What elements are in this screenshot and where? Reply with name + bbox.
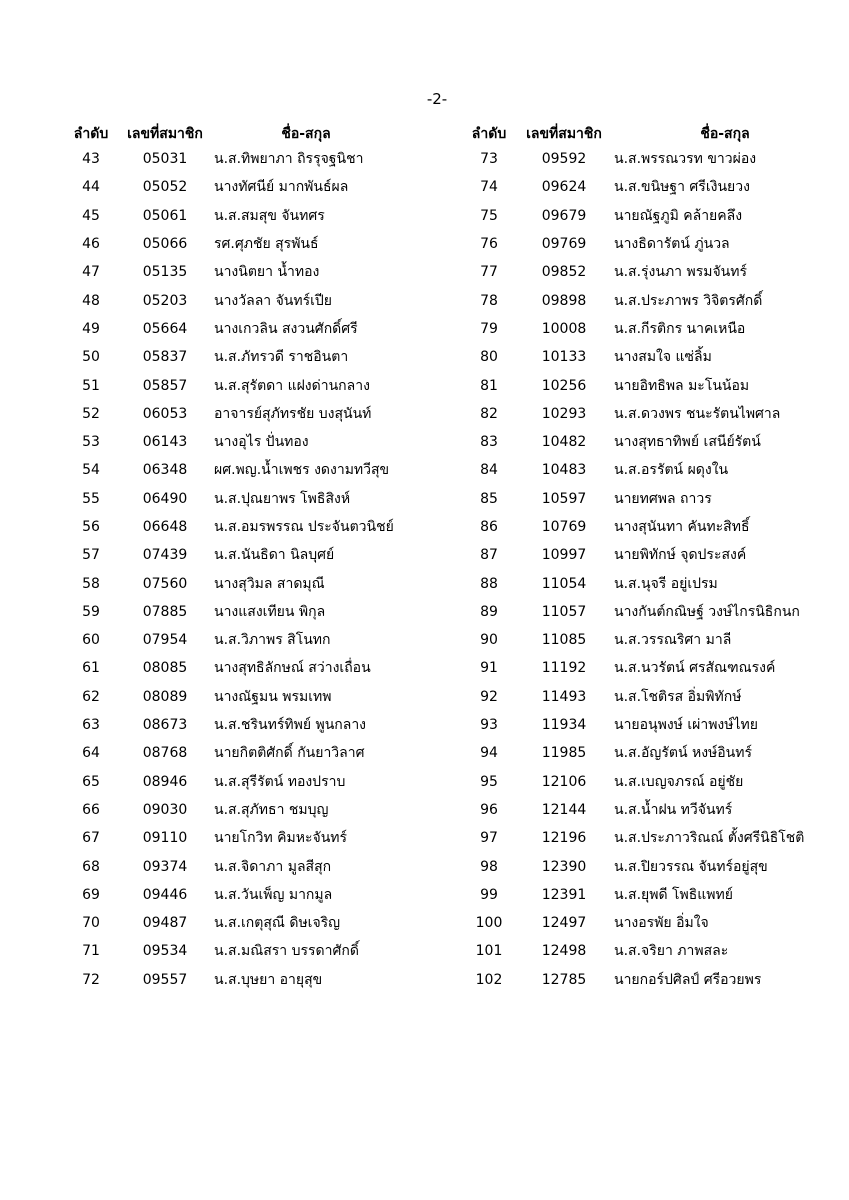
header-name: ชื่อ-สกุล — [700, 126, 750, 142]
table-row — [62, 428, 402, 456]
table-row — [62, 768, 402, 796]
row-order: 66 — [82, 801, 100, 818]
row-order: 43 — [82, 151, 100, 168]
row-member-no: 12497 — [541, 915, 587, 932]
row-member-no: 10769 — [541, 519, 587, 535]
row-name: น.ส.นวรัตน์ ศรสัณฑณรงค์ — [614, 660, 776, 677]
row-member-no: 12498 — [541, 943, 587, 960]
row-member-no: 09592 — [541, 151, 587, 168]
row-name: น.ส.บุษยา อายุสุข — [214, 971, 323, 988]
row-name: นายพิทักษ์ จุดประสงค์ — [614, 547, 747, 564]
row-order: 80 — [480, 349, 498, 366]
table-row — [460, 315, 840, 343]
table-row — [460, 541, 840, 569]
row-member-no: 11057 — [541, 603, 587, 620]
table-row — [460, 173, 840, 201]
table-row — [62, 286, 402, 314]
table-row — [62, 711, 402, 739]
row-name: น.ส.ขนิษฐา ศรีเงินยวง — [614, 179, 750, 196]
row-order: 100 — [475, 915, 503, 932]
row-member-no: 06490 — [142, 490, 188, 507]
table-row — [62, 598, 402, 626]
table-row — [460, 230, 840, 258]
table-row — [460, 852, 840, 880]
row-name: น.ส.อรรัตน์ ผดุงใน — [614, 462, 729, 479]
row-order: 47 — [82, 264, 100, 281]
table-row — [460, 286, 840, 314]
row-name: น.ส.อัญรัตน์ หงษ์อินทร์ — [614, 745, 753, 762]
row-order: 57 — [82, 547, 100, 564]
table-row — [460, 456, 840, 484]
table-row — [460, 485, 840, 513]
table-row — [62, 202, 402, 230]
row-order: 64 — [82, 745, 100, 762]
row-order: 87 — [480, 547, 498, 564]
row-name: นางสุทธาทิพย์ เสนีย์รัตน์ — [614, 434, 761, 451]
table-row — [62, 937, 402, 965]
table-row — [460, 909, 840, 937]
row-order: 97 — [480, 830, 498, 847]
row-name: น.ส.จิดาภา มูลสีสุก — [214, 858, 332, 875]
member-table-left — [62, 123, 402, 994]
row-order: 77 — [480, 264, 498, 281]
row-member-no: 10483 — [541, 462, 587, 479]
row-order: 69 — [82, 886, 100, 903]
row-member-no: 08946 — [142, 773, 188, 790]
row-member-no: 12106 — [541, 773, 587, 790]
row-order: 70 — [82, 915, 100, 932]
row-name: นางวัลลา จันทร์เปีย — [214, 292, 332, 309]
row-name: นายอิทธิพล มะโนน้อม — [614, 377, 750, 394]
table-row — [460, 796, 840, 824]
row-name: น.ส.นันธิดา นิลบุศย์ — [214, 547, 335, 564]
row-order: 48 — [82, 292, 100, 309]
row-order: 65 — [82, 773, 100, 790]
row-member-no: 09110 — [142, 830, 188, 847]
row-member-no: 11054 — [541, 575, 587, 592]
row-order: 61 — [82, 660, 100, 677]
row-name: น.ส.ยุพดี โพธิแพทย์ — [614, 886, 733, 903]
table-row — [62, 541, 402, 569]
row-name: น.ส.พรรณวรท ขาวผ่อง — [614, 151, 757, 168]
table-row — [62, 966, 402, 994]
row-name: น.ส.ปิยวรรณ จันทร์อยู่สุข — [614, 858, 768, 875]
row-member-no: 08085 — [142, 660, 188, 677]
row-order: 76 — [480, 236, 498, 253]
row-name: นายโกวิท คิมหะจันทร์ — [214, 830, 348, 847]
row-member-no: 12196 — [541, 830, 587, 847]
row-member-no: 11934 — [541, 717, 587, 734]
row-name: น.ส.โชติรส อิ่มพิทักษ์ — [614, 688, 742, 705]
row-member-no: 09446 — [142, 886, 188, 903]
table-row — [62, 485, 402, 513]
row-member-no: 09487 — [142, 915, 188, 932]
table-row — [460, 739, 840, 767]
table-row — [62, 909, 402, 937]
table-row — [62, 881, 402, 909]
row-order: 92 — [480, 688, 498, 705]
table-row — [62, 258, 402, 286]
row-name: นายอนุพงษ์ เผ่าพงษ์ไทย — [614, 717, 758, 734]
table-row — [460, 258, 840, 286]
row-member-no: 05052 — [142, 179, 188, 196]
row-member-no: 05135 — [142, 264, 188, 281]
row-name: น.ส.ปุณยาพร โพธิสิงห์ — [214, 490, 351, 507]
page-number: -2- — [426, 90, 448, 108]
row-order: 53 — [82, 434, 100, 451]
row-member-no: 06348 — [142, 462, 188, 479]
row-order: 89 — [480, 603, 498, 620]
row-member-no: 11985 — [541, 745, 587, 762]
table-row — [460, 202, 840, 230]
row-member-no: 08089 — [142, 688, 188, 705]
row-order: 55 — [82, 490, 100, 507]
row-name: น.ส.ดวงพร ชนะรัตนไพศาล — [614, 405, 781, 422]
table-row — [62, 230, 402, 258]
row-name: นายทศพล ถาวร — [614, 490, 712, 507]
row-member-no: 09852 — [541, 264, 587, 281]
table-row — [460, 966, 840, 994]
row-member-no: 09898 — [541, 292, 587, 309]
row-member-no: 07954 — [142, 632, 188, 649]
header-row — [460, 123, 840, 145]
row-order: 74 — [480, 179, 498, 196]
row-order: 73 — [480, 151, 498, 168]
table-row — [460, 513, 840, 541]
row-order: 78 — [480, 292, 498, 309]
header-member-no: เลขที่สมาชิก — [526, 126, 602, 142]
row-name: น.ส.นุจรี อยู่เปรม — [614, 575, 718, 592]
header-order: ลำดับ — [73, 126, 109, 142]
table-row — [460, 881, 840, 909]
header-name: ชื่อ-สกุล — [281, 126, 331, 142]
row-name: น.ส.กีรติกร นาคเหนือ — [614, 320, 746, 337]
row-name: นางกันต์กณิษฐ์ วงษ์ไกรนิธิกนก — [614, 603, 800, 620]
row-member-no: 11085 — [541, 632, 587, 649]
row-member-no: 06053 — [142, 405, 188, 422]
table-row — [62, 513, 402, 541]
row-order: 99 — [480, 886, 498, 903]
row-order: 72 — [82, 971, 100, 988]
row-name: น.ส.ประภาวริณณ์ ตั้งศรีนิธิโชติ — [614, 830, 805, 847]
table-row — [62, 626, 402, 654]
row-name: น.ส.มณิสรา บรรดาศักดิ์ — [214, 943, 359, 960]
row-order: 68 — [82, 858, 100, 875]
row-name: นายกิตติศักดิ์ กันยาวิลาศ — [214, 745, 365, 762]
row-name: นางสุวิมล สาดมุณี — [214, 575, 325, 592]
row-name: ผศ.พญ.น้ำเพชร งดงามทวีสุข — [214, 462, 390, 479]
row-order: 90 — [480, 632, 498, 649]
row-order: 54 — [82, 462, 100, 479]
table-row — [62, 456, 402, 484]
row-order: 51 — [82, 377, 100, 394]
row-name: น.ส.สุรัตดา แฝงด่านกลาง — [214, 377, 370, 394]
table-row — [460, 937, 840, 965]
row-order: 88 — [480, 575, 498, 592]
row-order: 67 — [82, 830, 100, 847]
row-order: 101 — [475, 943, 503, 960]
row-name: นางเกวลิน สงวนศักดิ์ศรี — [214, 320, 358, 337]
row-member-no: 07885 — [142, 603, 188, 620]
row-member-no: 12785 — [541, 971, 587, 988]
table-row — [62, 683, 402, 711]
row-name: น.ส.สมสุข จันทศร — [214, 207, 325, 224]
header-order: ลำดับ — [471, 126, 507, 142]
row-member-no: 11493 — [541, 688, 587, 705]
row-name: นางนิตยา น้ำทอง — [214, 264, 320, 281]
row-member-no: 09030 — [142, 801, 188, 818]
row-name: น.ส.วรรณริศา มาลี — [614, 632, 732, 649]
row-member-no: 10997 — [541, 547, 587, 564]
row-order: 56 — [82, 519, 100, 535]
row-member-no: 09374 — [142, 858, 188, 875]
row-order: 52 — [82, 405, 100, 422]
row-member-no: 09769 — [541, 236, 587, 253]
row-member-no: 10293 — [541, 405, 587, 422]
row-name: นางทัศนีย์ มากพันธ์ผล — [214, 179, 349, 196]
table-row — [62, 145, 402, 173]
row-member-no: 06143 — [142, 434, 188, 451]
row-order: 75 — [480, 207, 498, 224]
row-member-no: 05066 — [142, 236, 188, 253]
row-name: น.ส.วันเพ็ญ มากมูล — [214, 886, 333, 903]
table-row — [62, 654, 402, 682]
table-row — [460, 145, 840, 173]
table-row — [460, 626, 840, 654]
table-row — [62, 824, 402, 852]
row-name: น.ส.อมรพรรณ ประจันตวนิชย์ — [214, 519, 394, 535]
row-name: น.ส.เบญจภรณ์ อยู่ชัย — [614, 773, 744, 790]
row-name: นางสมใจ แซ่ลิ้ม — [614, 349, 712, 366]
row-order: 93 — [480, 717, 498, 734]
table-row — [460, 768, 840, 796]
table-row — [460, 371, 840, 399]
row-name: น.ส.จริยา ภาพสละ — [614, 943, 729, 960]
row-member-no: 09624 — [541, 179, 587, 196]
row-member-no: 12390 — [541, 858, 587, 875]
row-order: 96 — [480, 801, 498, 818]
row-member-no: 10597 — [541, 490, 587, 507]
row-name: นายกอร์ปศิลป์ ศรีอวยพร — [614, 971, 762, 988]
row-member-no: 06648 — [142, 519, 188, 535]
row-name: น.ส.น้ำฝน ทวีจันทร์ — [614, 801, 733, 818]
row-order: 71 — [82, 943, 100, 960]
table-row — [62, 400, 402, 428]
row-member-no: 09679 — [541, 207, 587, 224]
row-member-no: 11192 — [541, 660, 587, 677]
row-name: น.ส.สุรีรัตน์ ทองปราบ — [214, 773, 346, 790]
table-row — [460, 400, 840, 428]
row-order: 62 — [82, 688, 100, 705]
row-order: 81 — [480, 377, 498, 394]
row-member-no: 05837 — [142, 349, 188, 366]
row-name: น.ส.รุ่งนภา พรมจันทร์ — [614, 264, 747, 281]
table-row — [460, 654, 840, 682]
row-member-no: 05031 — [142, 151, 188, 168]
row-name: น.ส.เกตุสุณี ดิษเจริญ — [214, 915, 341, 932]
row-member-no: 07560 — [142, 575, 188, 592]
table-row — [460, 683, 840, 711]
row-member-no: 08673 — [142, 717, 188, 734]
row-member-no: 09557 — [142, 971, 188, 988]
row-order: 46 — [82, 236, 100, 253]
table-row — [460, 598, 840, 626]
row-order: 60 — [82, 632, 100, 649]
row-name: นางอรพัย อิ่มใจ — [614, 915, 709, 932]
row-name: นายณัฐภูมิ คล้ายคลึง — [614, 207, 743, 224]
row-name: นางแสงเทียน พิกุล — [214, 603, 326, 620]
row-order: 58 — [82, 575, 100, 592]
row-order: 79 — [480, 320, 498, 337]
row-order: 83 — [480, 434, 498, 451]
row-name: น.ส.ชรินทร์ทิพย์ พูนกลาง — [214, 717, 367, 734]
row-order: 59 — [82, 603, 100, 620]
row-name: นางธิดารัตน์ ภู่นวล — [614, 236, 730, 253]
row-order: 82 — [480, 405, 498, 422]
header-row — [62, 123, 402, 145]
row-member-no: 12144 — [541, 801, 587, 818]
row-name: น.ส.ทิพยาภา ถิรรุจฐนิชา — [214, 151, 364, 168]
table-row — [62, 173, 402, 201]
table-row — [460, 824, 840, 852]
table-row — [62, 315, 402, 343]
row-member-no: 05203 — [142, 292, 188, 309]
table-row — [460, 428, 840, 456]
row-order: 44 — [82, 179, 100, 196]
row-name: น.ส.สุภัทธา ชมบุญ — [214, 801, 329, 818]
table-row — [62, 852, 402, 880]
row-order: 95 — [480, 773, 498, 790]
row-order: 102 — [475, 971, 503, 988]
row-name: อาจารย์สุภัทรชัย บงสุนันท์ — [214, 405, 372, 422]
table-row — [62, 796, 402, 824]
row-member-no: 09534 — [142, 943, 188, 960]
row-order: 50 — [82, 349, 100, 366]
table-row — [460, 343, 840, 371]
row-order: 49 — [82, 320, 100, 337]
row-member-no: 10008 — [541, 320, 587, 337]
row-member-no: 10133 — [541, 349, 587, 366]
table-row — [62, 343, 402, 371]
row-member-no: 07439 — [142, 547, 188, 564]
table-row — [62, 569, 402, 597]
row-order: 84 — [480, 462, 498, 479]
table-row — [460, 711, 840, 739]
row-member-no: 10482 — [541, 434, 587, 451]
row-member-no: 10256 — [541, 377, 587, 394]
table-row — [460, 569, 840, 597]
row-member-no: 08768 — [142, 745, 188, 762]
header-member-no: เลขที่สมาชิก — [127, 126, 203, 142]
member-table-right — [460, 123, 840, 994]
row-name: รศ.ศุภชัย สุรพันธ์ — [214, 236, 319, 253]
row-order: 63 — [82, 717, 100, 734]
row-member-no: 05061 — [142, 207, 188, 224]
row-name: นางณัฐมน พรมเทพ — [214, 688, 332, 705]
row-name: นางสุนันทา คันทะสิทธิ์ — [614, 519, 750, 535]
row-order: 86 — [480, 519, 498, 535]
row-order: 91 — [480, 660, 498, 677]
table-row — [62, 371, 402, 399]
row-name: นางสุทธิลักษณ์ สว่างเถื่อน — [214, 660, 371, 677]
row-name: น.ส.วิภาพร สิโนทก — [214, 632, 331, 649]
row-order: 94 — [480, 745, 498, 762]
row-order: 45 — [82, 207, 100, 224]
row-member-no: 12391 — [541, 886, 587, 903]
row-member-no: 05857 — [142, 377, 188, 394]
row-name: น.ส.ภัทรวดี ราชอินตา — [214, 349, 349, 366]
table-row — [62, 739, 402, 767]
row-name: น.ส.ประภาพร วิจิตรศักดิ์ — [614, 292, 763, 309]
row-order: 85 — [480, 490, 498, 507]
row-order: 98 — [480, 858, 498, 875]
row-name: นางอุไร ปั่นทอง — [214, 434, 309, 451]
row-member-no: 05664 — [142, 320, 188, 337]
